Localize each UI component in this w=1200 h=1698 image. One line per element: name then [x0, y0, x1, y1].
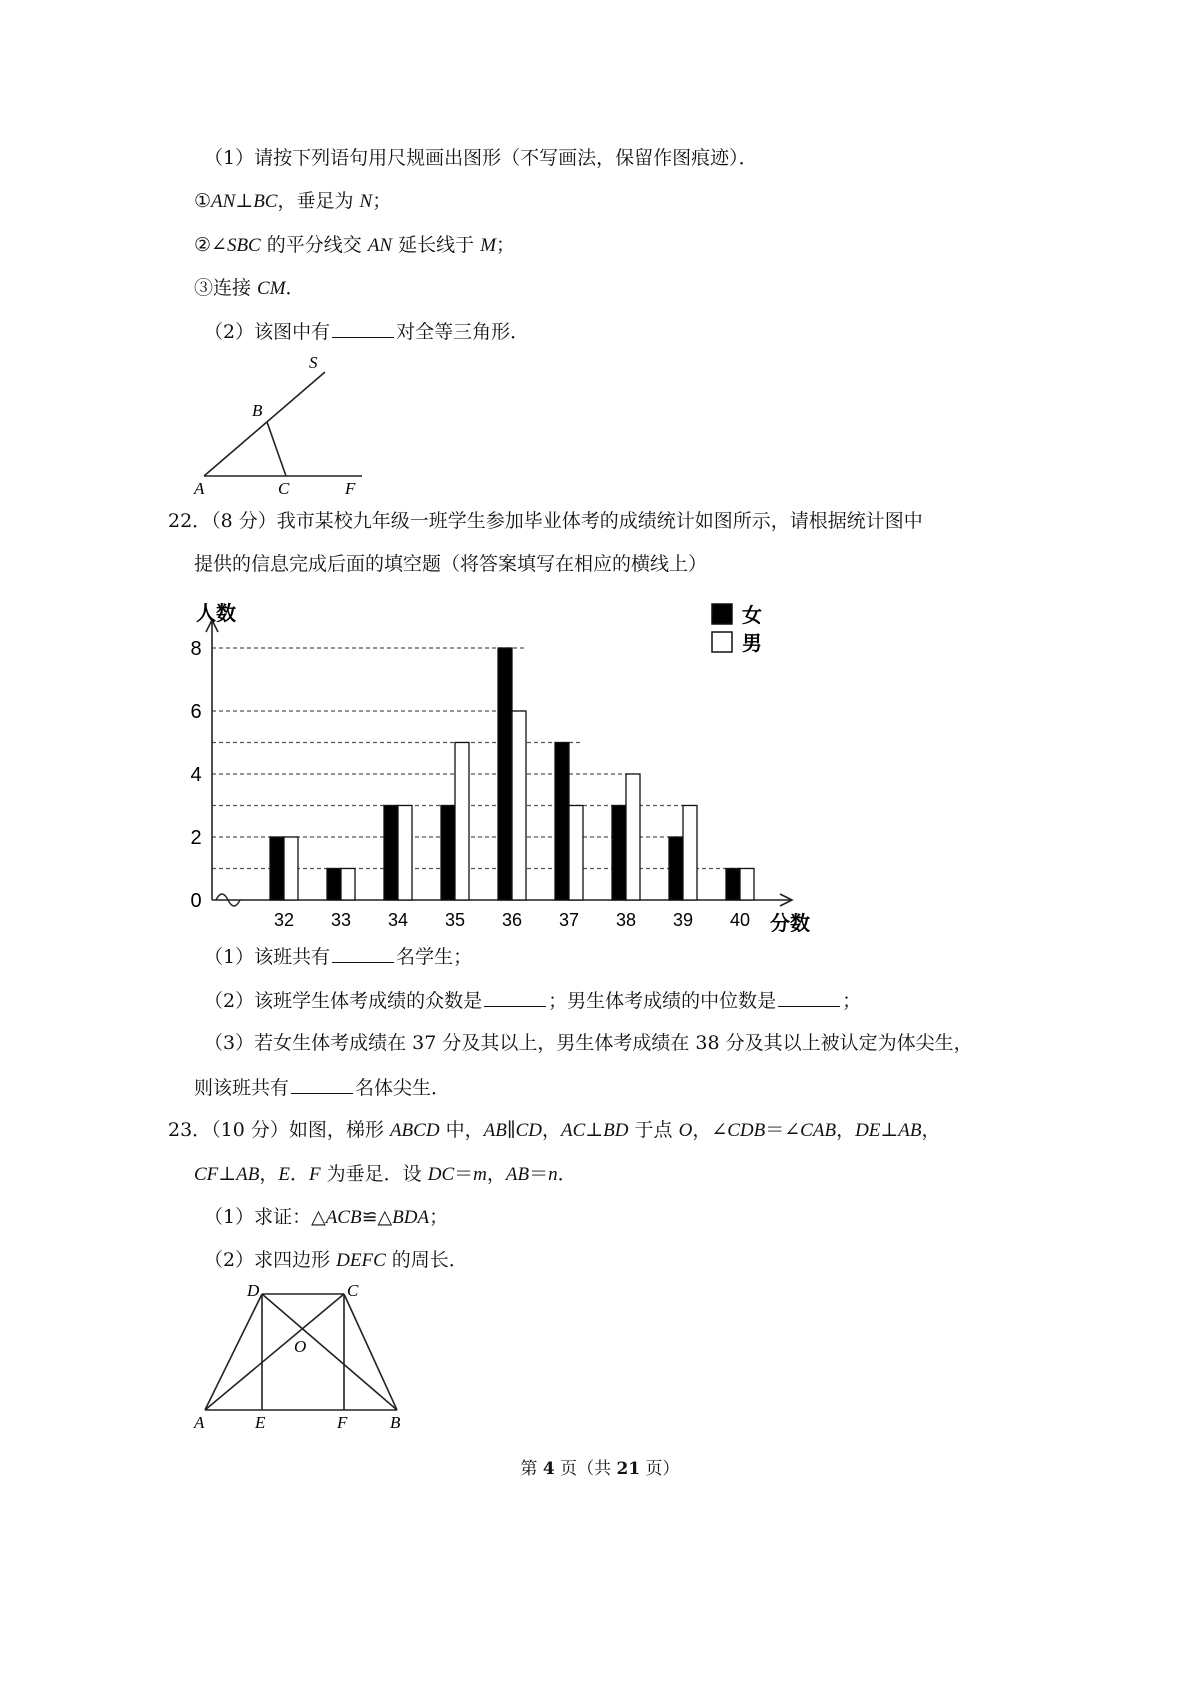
- label-D: D: [247, 1281, 260, 1300]
- legend-swatch: [712, 632, 732, 652]
- label-F: F: [345, 479, 356, 498]
- q22-header-1: 22．（8 分）我市某校九年级一班学生参加毕业体考的成绩统计如图所示，请根据统计图中: [168, 510, 923, 532]
- q22-header-2: 提供的信息完成后面的填空题（将答案填写在相应的横线上）: [194, 553, 708, 575]
- q22-question-1: （1）该班共有 名学生；: [204, 946, 473, 968]
- bar-male: [455, 743, 469, 901]
- label-C: C: [278, 479, 290, 498]
- label-A: A: [194, 1413, 205, 1432]
- bar-male: [740, 869, 754, 901]
- y-tick-label: 4: [190, 764, 202, 786]
- answer-blank: [778, 988, 840, 1007]
- q23-part-1: （1）求证：△ACB≌△BDA；: [204, 1206, 449, 1228]
- bar-female: [669, 837, 683, 900]
- bar-male: [626, 774, 640, 900]
- page-footer: 第 4 页（共 21 页）: [520, 1459, 680, 1479]
- x-tick-label: 36: [501, 910, 523, 930]
- bar-male: [341, 869, 355, 901]
- bar-female: [555, 743, 569, 901]
- x-tick-label: 34: [387, 910, 409, 930]
- answer-blank: [332, 319, 394, 338]
- label-B: B: [252, 401, 263, 420]
- q21-step2: ②∠SBC 的平分线交 AN 延长线于 M；: [194, 234, 516, 256]
- bar-female: [384, 806, 398, 901]
- bar-male: [284, 837, 298, 900]
- x-tick-label: 32: [273, 910, 295, 930]
- score-bar-chart: [180, 592, 830, 932]
- legend-label: 女: [742, 605, 762, 627]
- answer-blank: [291, 1075, 353, 1094]
- bar-male: [398, 806, 412, 901]
- bar-female: [498, 648, 512, 900]
- x-axis-title: 分数: [770, 913, 810, 932]
- y-tick-label: 8: [190, 638, 202, 660]
- q23-trapezoid-figure: [190, 1278, 420, 1438]
- q21-part1: （1）请按下列语句用尺规画出图形（不写画法，保留作图痕迹）．: [204, 147, 758, 169]
- q21-figure: [190, 348, 380, 498]
- x-tick-label: 35: [444, 910, 466, 930]
- bar-female: [270, 837, 284, 900]
- q22-question-3: （3）若女生体考成绩在 37 分及其以上，男生体考成绩在 38 分及其以上被认定为体尖生，: [204, 1032, 973, 1054]
- bar-male: [569, 806, 583, 901]
- q22-question-2: （2）该班学生体考成绩的众数是 ；男生体考成绩的中位数是 ；: [204, 990, 862, 1012]
- q23-header-1: 23．（10 分）如图，梯形 ABCD 中，AB∥CD，AC⊥BD 于点 O，∠CDB＝∠CAB，DE⊥AB，: [168, 1119, 941, 1141]
- bar-female: [327, 869, 341, 901]
- bar-male: [512, 711, 526, 900]
- x-tick-label: 38: [615, 910, 637, 930]
- x-tick-label: 40: [729, 910, 751, 930]
- label-E: E: [255, 1413, 266, 1432]
- y-tick-label: 2: [190, 827, 202, 849]
- answer-blank: [332, 944, 394, 963]
- label-B: B: [390, 1413, 401, 1432]
- bar-female: [726, 869, 740, 901]
- q21-step1: ①AN⊥BC，垂足为 N；: [194, 190, 392, 212]
- x-tick-label: 39: [672, 910, 694, 930]
- legend-label: 男: [742, 633, 762, 655]
- bar-female: [441, 806, 455, 901]
- q23-header-2: CF⊥AB，E．F 为垂足．设 DC＝m，AB＝n．: [194, 1163, 577, 1185]
- label-S: S: [309, 353, 318, 372]
- legend-swatch: [712, 604, 732, 624]
- label-A: A: [194, 479, 205, 498]
- q21-step3: ③连接 CM．: [194, 277, 305, 299]
- q22-question-3-cont: 则该班共有 名体尖生．: [194, 1077, 451, 1099]
- q21-part2: （2）该图中有 对全等三角形．: [204, 321, 530, 343]
- q23-part-2: （2）求四边形 DEFC 的周长．: [204, 1249, 468, 1271]
- bar-male: [683, 806, 697, 901]
- y-tick-label: 0: [190, 890, 202, 912]
- answer-blank: [484, 988, 546, 1007]
- label-F: F: [337, 1413, 348, 1432]
- bar-female: [612, 806, 626, 901]
- x-tick-label: 33: [330, 910, 352, 930]
- label-O: O: [294, 1337, 307, 1356]
- label-C: C: [347, 1281, 359, 1300]
- y-tick-label: 6: [190, 701, 202, 723]
- x-tick-label: 37: [558, 910, 580, 930]
- y-axis-title: 人数: [196, 603, 236, 625]
